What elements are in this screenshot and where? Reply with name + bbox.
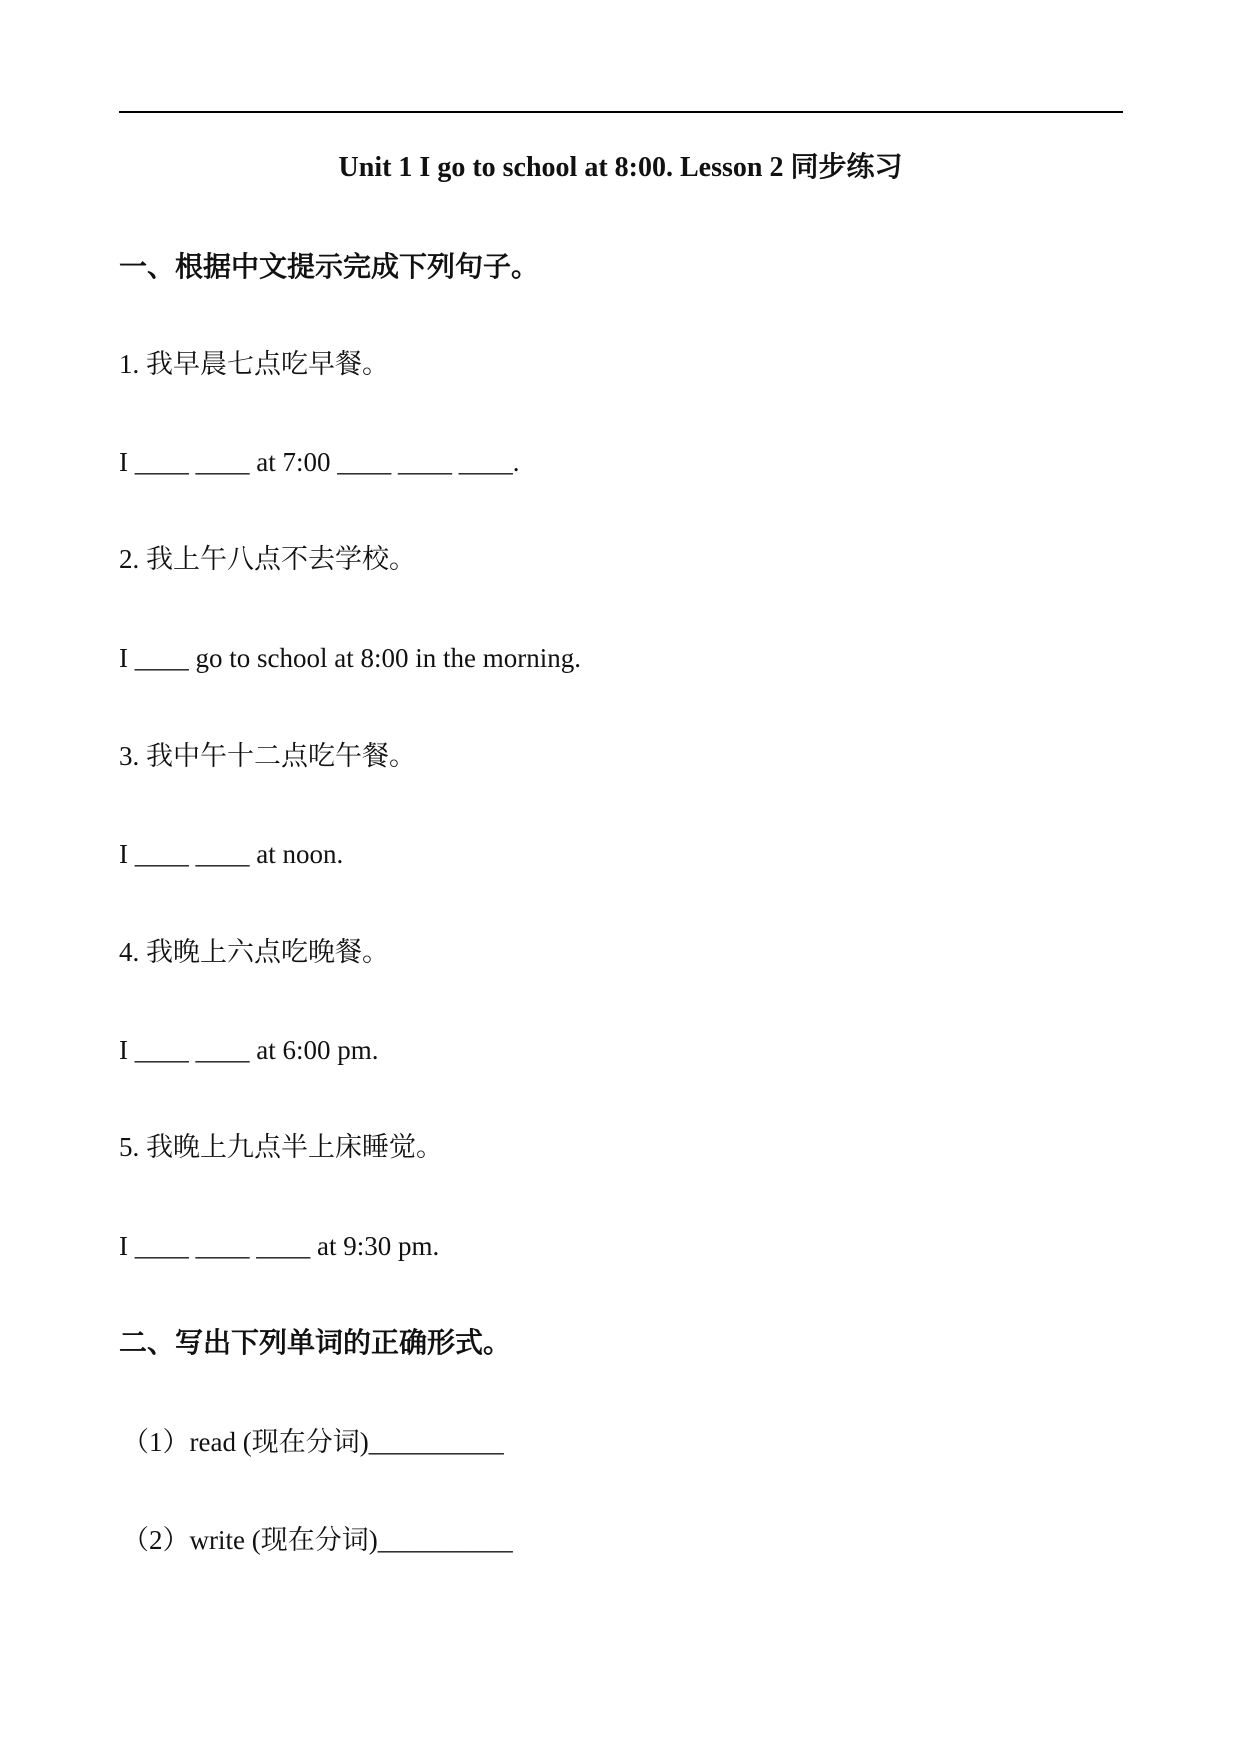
exercise-5-sentence: I ____ ____ ____ at 9:30 pm.: [119, 1231, 440, 1261]
word-form-item-2: （2）write (现在分词)__________: [122, 1525, 513, 1555]
exercise-1-sentence: I ____ ____ at 7:00 ____ ____ ____.: [119, 447, 520, 477]
section-2-heading: 二、写出下列单词的正确形式。: [119, 1328, 512, 1359]
exercise-4-sentence: I ____ ____ at 6:00 pm.: [119, 1035, 379, 1065]
document-title: Unit 1 I go to school at 8:00. Lesson 2 同步练习: [338, 152, 903, 183]
exercise-4-prompt: 4. 我晚上六点吃晚餐。: [119, 937, 389, 967]
exercise-1-prompt: 1. 我早晨七点吃早餐。: [119, 349, 389, 379]
exercise-2-prompt: 2. 我上午八点不去学校。: [119, 544, 416, 574]
section-1-heading: 一、根据中文提示完成下列句子。: [119, 252, 540, 283]
exercise-2-sentence: I ____ go to school at 8:00 in the morning.: [119, 643, 581, 673]
exercise-3-sentence: I ____ ____ at noon.: [119, 839, 344, 869]
exercise-3-prompt: 3. 我中午十二点吃午餐。: [119, 741, 416, 771]
header-rule: [119, 111, 1123, 113]
word-form-item-1: （1）read (现在分词)__________: [122, 1427, 504, 1457]
exercise-5-prompt: 5. 我晚上九点半上床睡觉。: [119, 1132, 443, 1162]
